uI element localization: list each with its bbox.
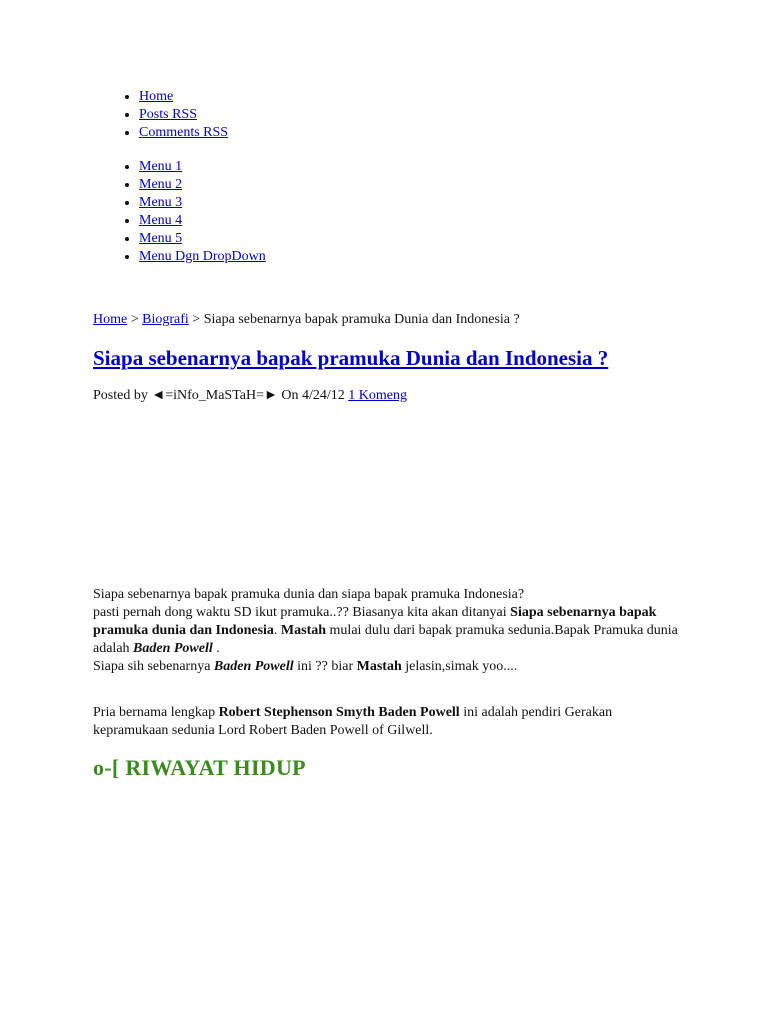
bold-mastah: Mastah bbox=[356, 659, 402, 674]
bold-full-name: Robert Stephenson Smyth Baden Powell bbox=[218, 705, 460, 720]
body-line-1: Siapa sebenarnya bapak pramuka dunia dan siapa bapak pramuka Indonesia? bbox=[93, 587, 525, 602]
menu-item-3 bbox=[139, 194, 266, 212]
comments-link[interactable]: 1 Komeng bbox=[348, 388, 407, 403]
menu-3-link[interactable]: Menu 3 bbox=[139, 195, 183, 210]
menu-1-link[interactable]: Menu 1 bbox=[139, 159, 183, 174]
posts-rss-link[interactable]: Posts RSS bbox=[139, 107, 197, 122]
menu-4-link[interactable]: Menu 4 bbox=[139, 213, 183, 228]
home-link[interactable]: Home bbox=[139, 89, 174, 104]
body-line-2: pasti pernah dong waktu SD ikut pramuka..?? Biasanya kita akan ditanyai Siapa sebenarnya bapak pramuka dunia dan Indonesia. Mastah mulai dulu dari bapak pramuka sedunia.Bapak Pramuka dunia adalah Baden Powell . bbox=[93, 605, 678, 656]
post-title-link[interactable]: Siapa sebenarnya bapak pramuka Dunia dan Indonesia ? bbox=[93, 346, 609, 370]
breadcrumb bbox=[93, 311, 520, 329]
comments-rss-link[interactable]: Comments RSS bbox=[139, 125, 229, 140]
body-line-3: Siapa sih sebenarnya Baden Powell ini ?? biar Mastah jelasin,simak yoo.... bbox=[93, 659, 518, 674]
post-author: ◄=iNfo_MaSTaH=► bbox=[151, 388, 278, 403]
body-paragraph-2: Pria bernama lengkap Robert Stephenson Smyth Baden Powell ini adalah pendiri Gerakan kepramukaan sedunia Lord Robert Baden Powell of Gilwell. bbox=[93, 705, 613, 738]
post-date: On 4/24/12 bbox=[281, 388, 345, 403]
bold-mastah: Mastah bbox=[280, 623, 327, 638]
main-menu bbox=[93, 158, 266, 266]
breadcrumb-current: Siapa sebenarnya bapak pramuka Dunia dan Indonesia ? bbox=[203, 312, 520, 327]
breadcrumb-category-link[interactable]: Biografi bbox=[142, 312, 189, 327]
menu-2-link[interactable]: Menu 2 bbox=[139, 177, 183, 192]
post-body bbox=[93, 586, 683, 676]
menu-item-dropdown bbox=[139, 248, 266, 266]
top-menu bbox=[93, 88, 228, 142]
menu-item-1 bbox=[139, 158, 266, 176]
posted-by-label: Posted by bbox=[93, 388, 148, 403]
menu-5-link[interactable]: Menu 5 bbox=[139, 231, 183, 246]
post-title bbox=[93, 344, 608, 372]
menu-item-4 bbox=[139, 212, 266, 230]
menu-dropdown-link[interactable]: Menu Dgn DropDown bbox=[139, 249, 266, 264]
menu-item-comments-rss bbox=[139, 124, 228, 142]
post-meta bbox=[93, 387, 407, 405]
section-heading: o-[ RIWAYAT HIDUP bbox=[93, 755, 306, 780]
menu-item-posts-rss bbox=[139, 106, 228, 124]
menu-item-2 bbox=[139, 176, 266, 194]
breadcrumb-separator: > bbox=[130, 312, 139, 327]
menu-item-home bbox=[139, 88, 228, 106]
breadcrumb-home-link[interactable]: Home bbox=[93, 312, 128, 327]
breadcrumb-separator: > bbox=[192, 312, 201, 327]
bold-italic-name: Baden Powell bbox=[213, 659, 294, 674]
bold-phrase: Siapa sebenarnya bapak pramuka dunia dan Indonesia bbox=[93, 605, 657, 638]
menu-item-5 bbox=[139, 230, 266, 248]
bold-italic-name: Baden Powell bbox=[133, 641, 213, 656]
